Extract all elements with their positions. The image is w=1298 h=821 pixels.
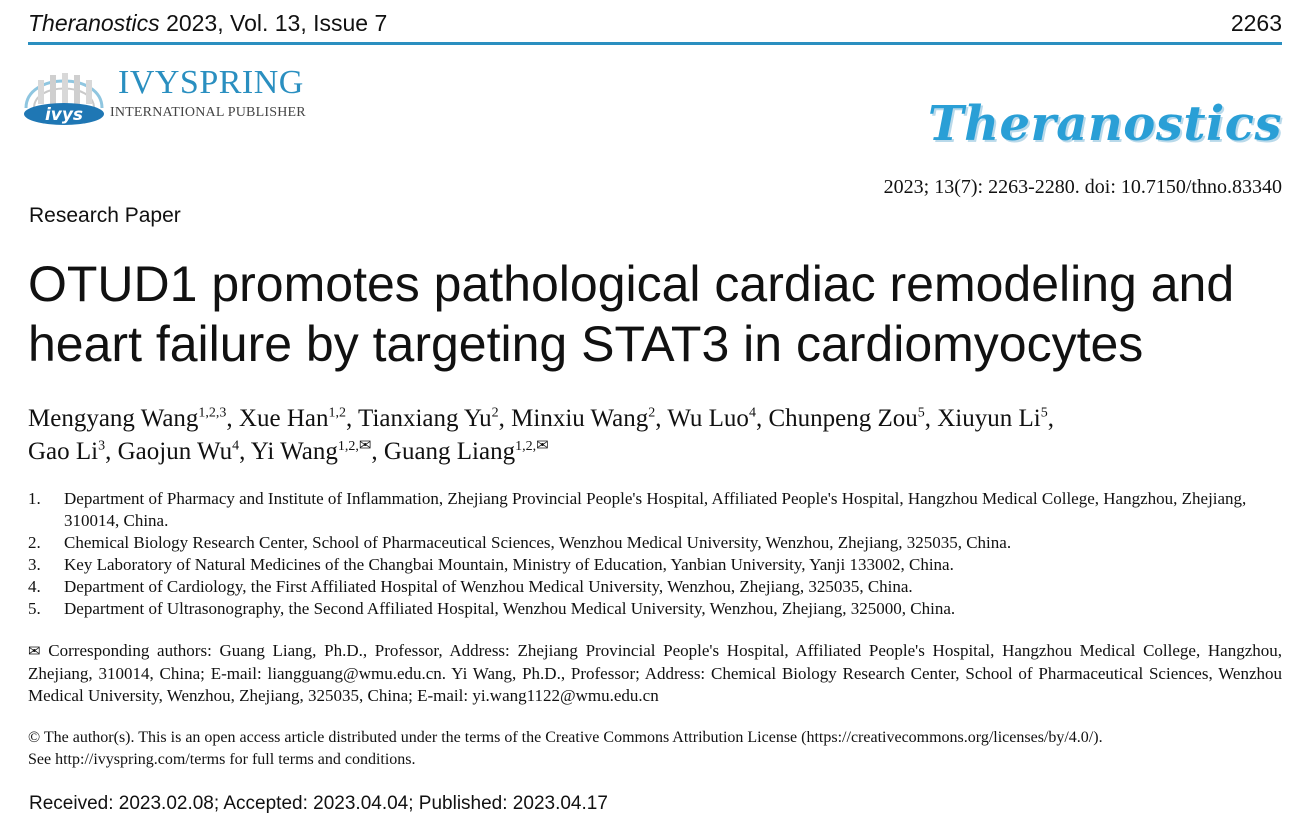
- author-affiliation-numbers: 1,2,: [515, 438, 537, 454]
- affiliation-text: Department of Ultrasonography, the Second Affiliated Hospital, Wenzhou Medical University, Wenzhou, Zhejiang, 325000, China.: [64, 599, 956, 618]
- affiliation-item: [28, 532, 1288, 554]
- author: [118, 438, 240, 465]
- journal-running-title: [28, 10, 387, 37]
- author-separator: ,: [498, 405, 512, 432]
- author-affiliation-numbers: 2: [491, 405, 499, 421]
- citation: 2023; 13(7): 2263-2280. doi: 10.7150/thno.83340: [883, 176, 1282, 198]
- author: [251, 438, 372, 465]
- author-affiliation-marker: [338, 439, 372, 454]
- license-notice: [28, 727, 1282, 771]
- article-type: Research Paper: [29, 204, 181, 227]
- author-name: Chunpeng Zou: [768, 405, 918, 432]
- author-affiliation-marker: [515, 439, 549, 454]
- author: [667, 405, 756, 432]
- license-terms-line: See http://ivyspring.com/terms for full terms and conditions.: [28, 751, 416, 768]
- author-name: Tianxiang Yu: [358, 405, 492, 432]
- author-affiliation-marker: [328, 406, 346, 421]
- author-separator: ,: [345, 405, 359, 432]
- publisher-logo: [20, 62, 330, 132]
- affiliation-text: Key Laboratory of Natural Medicines of the Changbai Mountain, Ministry of Education, Yanbian University, Yanji 133002, China.: [64, 555, 954, 574]
- affiliation-number: 2.: [28, 533, 41, 552]
- affiliation-text: Chemical Biology Research Center, School of Pharmaceutical Sciences, Wenzhou Medical University, Wenzhou, Zhejiang, 325035, China.: [64, 533, 1012, 552]
- author: [239, 405, 346, 432]
- journal-logo: Theranostics: [927, 96, 1282, 152]
- author-separator: ,: [755, 405, 769, 432]
- publisher-name: IVYSPRING: [118, 64, 304, 101]
- author: [511, 405, 655, 432]
- author-affiliation-numbers: 4: [748, 405, 756, 421]
- author-affiliation-marker: [492, 406, 499, 421]
- author-separator: ,: [1047, 405, 1054, 432]
- affiliation-text: Department of Pharmacy and Institute of Inflammation, Zhejiang Provincial People's Hospital, Affiliated People's Hospital, Hangzhou Medical College, Hangzhou, Zhejiang, 310014, China.: [64, 489, 1247, 530]
- affiliation-number: 1.: [28, 489, 41, 508]
- author: [384, 438, 549, 465]
- author-affiliation-numbers: 1,2: [328, 405, 346, 421]
- author: [28, 438, 105, 465]
- author: [768, 405, 924, 432]
- author-affiliation-numbers: 1,2,: [337, 438, 359, 454]
- publisher-logo-text: ivys: [44, 105, 84, 125]
- author-separator: ,: [655, 405, 668, 432]
- author-name: Minxiu Wang: [511, 405, 649, 432]
- issue-info: 2023, Vol. 13, Issue 7: [166, 10, 388, 36]
- author-name: Xiuyun Li: [937, 405, 1041, 432]
- article-title: OTUD1 promotes pathological cardiac remodeling and heart failure by targeting STAT3 in cardiomyocytes: [28, 256, 1235, 372]
- author-affiliation-numbers: 3: [98, 438, 106, 454]
- author-name: Wu Luo: [667, 405, 749, 432]
- affiliation-item: [28, 576, 1288, 598]
- publisher-subtitle: INTERNATIONAL PUBLISHER: [110, 105, 306, 120]
- author-affiliation-marker: [198, 406, 226, 421]
- affiliation-number: 3.: [28, 555, 41, 574]
- author-separator: ,: [924, 405, 938, 432]
- author-affiliation-numbers: 2: [648, 405, 656, 421]
- author-separator: ,: [226, 405, 239, 432]
- ivyspring-logo-icon: [20, 62, 108, 128]
- author-name: Gaojun Wu: [117, 438, 233, 465]
- envelope-icon: ✉: [536, 437, 549, 454]
- affiliation-text: Department of Cardiology, the First Affiliated Hospital of Wenzhou Medical University, Wenzhou, Zhejiang, 325035, China.: [64, 577, 913, 596]
- author: [28, 405, 226, 432]
- author-name: Xue Han: [238, 405, 329, 432]
- journal-name: Theranostics: [28, 10, 160, 36]
- affiliation-number: 4.: [28, 577, 41, 596]
- author-name: Gao Li: [28, 438, 99, 465]
- page-number: 2263: [1230, 10, 1282, 36]
- corresponding-authors: [28, 640, 1282, 707]
- author: [358, 405, 499, 432]
- running-header: [28, 8, 1282, 38]
- author-separator: ,: [239, 438, 251, 465]
- header-rule: [28, 42, 1282, 45]
- affiliation-item: [28, 488, 1288, 532]
- author-affiliation-numbers: 1,2,3: [198, 405, 227, 421]
- envelope-icon: ✉: [28, 644, 41, 660]
- author-affiliation-numbers: 5: [1040, 405, 1048, 421]
- affiliation-number: 5.: [28, 599, 41, 618]
- author-name: Mengyang Wang: [28, 405, 199, 432]
- author-name: Guang Liang: [383, 438, 516, 465]
- affiliation-item: [28, 554, 1288, 576]
- corresponding-text: Corresponding authors: Guang Liang, Ph.D., Professor, Address: Zhejiang Provincial People's Hospital, Affiliated People's Hospital, Hangzhou Medical College, Hangzhou, Zhejiang, 310014, China; E-mail: liangguang@wmu.edu.cn. Yi Wang, Ph.D., Professor; Address: Chemical Biology Research Center, School of Pharmaceutical Sciences, Wenzhou Medical University, Wenzhou, Zhejiang, 325035, China; E-mail: yi.wang1122@wmu.edu.cn: [28, 641, 1283, 705]
- author-separator: ,: [105, 438, 118, 465]
- affiliation-list: [28, 488, 1288, 620]
- author-affiliation-numbers: 5: [917, 405, 925, 421]
- author-affiliation-marker: [749, 406, 756, 421]
- author-affiliation-marker: [1041, 406, 1048, 421]
- affiliation-item: [28, 598, 1288, 620]
- author-name: Yi Wang: [250, 438, 338, 465]
- author-affiliation-numbers: 4: [232, 438, 240, 454]
- publication-dates: Received: 2023.02.08; Accepted: 2023.04.04; Published: 2023.04.17: [29, 793, 608, 814]
- envelope-icon: ✉: [358, 437, 372, 454]
- author-list: [28, 402, 1288, 468]
- license-line: © The author(s). This is an open access article distributed under the terms of the Creative Commons Attribution License (https://creativecommons.org/licenses/by/4.0/).: [28, 729, 1103, 746]
- author-affiliation-marker: [918, 406, 925, 421]
- author-separator: ,: [371, 438, 384, 465]
- author: [937, 405, 1047, 432]
